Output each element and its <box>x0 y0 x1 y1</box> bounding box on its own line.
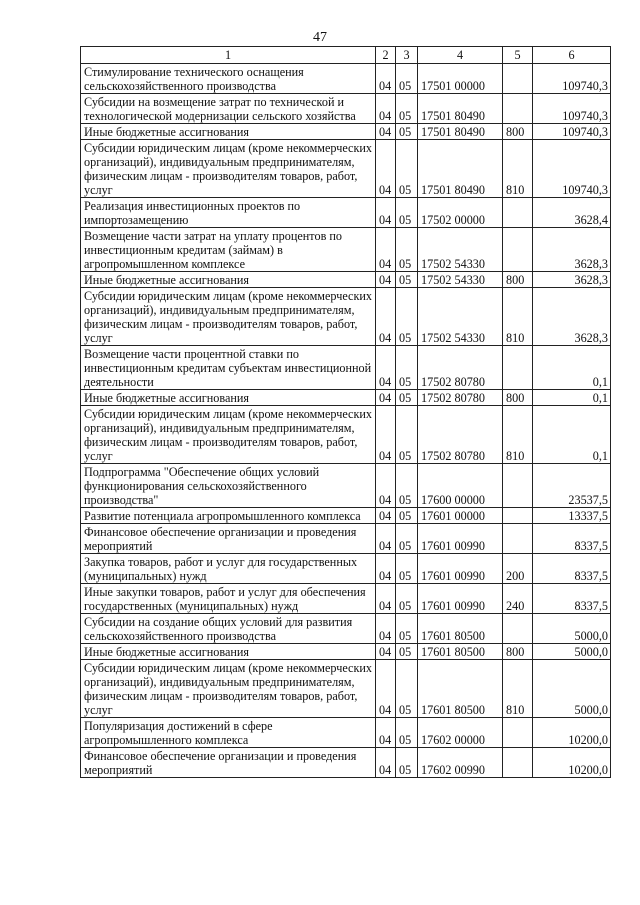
name-cell: Иные закупки товаров, работ и услуг для обеспечения государственных (муниципальных) нужд <box>81 584 376 614</box>
expense-type-code-cell: 800 <box>503 644 533 660</box>
table-row <box>81 464 611 508</box>
budget-table <box>80 46 611 778</box>
table-row <box>81 64 611 94</box>
subsection-code-cell: 05 <box>396 272 418 288</box>
subsection-code-cell: 05 <box>396 614 418 644</box>
amount-cell: 10200,0 <box>533 748 611 778</box>
expense-type-code-cell <box>503 464 533 508</box>
name-cell: Иные бюджетные ассигнования <box>81 272 376 288</box>
subsection-code-cell: 05 <box>396 346 418 390</box>
expense-type-code-cell: 800 <box>503 390 533 406</box>
amount-cell: 8337,5 <box>533 524 611 554</box>
section-code-cell: 04 <box>376 554 396 584</box>
subsection-code-cell: 05 <box>396 748 418 778</box>
subsection-code-cell: 05 <box>396 464 418 508</box>
target-article-code-cell: 17501 80490 <box>418 124 503 140</box>
target-article-code-cell: 17601 00990 <box>418 554 503 584</box>
subsection-code-cell: 05 <box>396 64 418 94</box>
column-header: 1 <box>81 47 376 64</box>
target-article-code-cell: 17600 00000 <box>418 464 503 508</box>
expense-type-code-cell: 810 <box>503 140 533 198</box>
target-article-code-cell: 17502 80780 <box>418 390 503 406</box>
subsection-code-cell: 05 <box>396 584 418 614</box>
expense-type-code-cell: 200 <box>503 554 533 584</box>
amount-cell: 5000,0 <box>533 614 611 644</box>
subsection-code-cell: 05 <box>396 508 418 524</box>
subsection-code-cell: 05 <box>396 288 418 346</box>
table-row <box>81 524 611 554</box>
target-article-code-cell: 17502 00000 <box>418 198 503 228</box>
table-row <box>81 390 611 406</box>
subsection-code-cell: 05 <box>396 660 418 718</box>
section-code-cell: 04 <box>376 584 396 614</box>
target-article-code-cell: 17602 00000 <box>418 718 503 748</box>
section-code-cell: 04 <box>376 346 396 390</box>
name-cell: Иные бюджетные ассигнования <box>81 644 376 660</box>
table-header-row <box>81 47 611 64</box>
expense-type-code-cell <box>503 94 533 124</box>
name-cell: Подпрограмма "Обеспечение общих условий функционирования сельскохозяйственного производства" <box>81 464 376 508</box>
expense-type-code-cell <box>503 228 533 272</box>
column-header: 2 <box>376 47 396 64</box>
table-row <box>81 228 611 272</box>
section-code-cell: 04 <box>376 748 396 778</box>
table-row <box>81 584 611 614</box>
table-row <box>81 272 611 288</box>
amount-cell: 0,1 <box>533 346 611 390</box>
expense-type-code-cell: 810 <box>503 288 533 346</box>
expense-type-code-cell <box>503 718 533 748</box>
expense-type-code-cell <box>503 346 533 390</box>
table-row <box>81 718 611 748</box>
amount-cell: 0,1 <box>533 390 611 406</box>
name-cell: Реализация инвестиционных проектов по импортозамещению <box>81 198 376 228</box>
target-article-code-cell: 17601 80500 <box>418 614 503 644</box>
subsection-code-cell: 05 <box>396 228 418 272</box>
name-cell: Возмещение части затрат на уплату процентов по инвестиционным кредитам (займам) в агропромышленном комплексе <box>81 228 376 272</box>
subsection-code-cell: 05 <box>396 94 418 124</box>
section-code-cell: 04 <box>376 464 396 508</box>
expense-type-code-cell <box>503 614 533 644</box>
expense-type-code-cell <box>503 64 533 94</box>
expense-type-code-cell: 810 <box>503 660 533 718</box>
section-code-cell: 04 <box>376 406 396 464</box>
section-code-cell: 04 <box>376 614 396 644</box>
name-cell: Возмещение части процентной ставки по инвестиционным кредитам субъектам инвестиционной деятельности <box>81 346 376 390</box>
expense-type-code-cell: 240 <box>503 584 533 614</box>
name-cell: Субсидии на создание общих условий для развития сельскохозяйственного производства <box>81 614 376 644</box>
table-row <box>81 406 611 464</box>
amount-cell: 3628,3 <box>533 272 611 288</box>
subsection-code-cell: 05 <box>396 124 418 140</box>
table-row <box>81 644 611 660</box>
table-row <box>81 748 611 778</box>
name-cell: Финансовое обеспечение организации и проведения мероприятий <box>81 748 376 778</box>
section-code-cell: 04 <box>376 64 396 94</box>
name-cell: Субсидии юридическим лицам (кроме некоммерческих организаций), индивидуальным предпринимателям, физическим лицам - производителям товаров, работ, услуг <box>81 140 376 198</box>
section-code-cell: 04 <box>376 390 396 406</box>
expense-type-code-cell: 800 <box>503 124 533 140</box>
column-header: 4 <box>418 47 503 64</box>
table-row <box>81 508 611 524</box>
amount-cell: 8337,5 <box>533 554 611 584</box>
subsection-code-cell: 05 <box>396 406 418 464</box>
column-header: 5 <box>503 47 533 64</box>
section-code-cell: 04 <box>376 288 396 346</box>
amount-cell: 3628,4 <box>533 198 611 228</box>
section-code-cell: 04 <box>376 272 396 288</box>
amount-cell: 8337,5 <box>533 584 611 614</box>
target-article-code-cell: 17502 54330 <box>418 272 503 288</box>
section-code-cell: 04 <box>376 524 396 554</box>
table-row <box>81 554 611 584</box>
table-row <box>81 346 611 390</box>
target-article-code-cell: 17501 80490 <box>418 140 503 198</box>
section-code-cell: 04 <box>376 198 396 228</box>
expense-type-code-cell <box>503 748 533 778</box>
subsection-code-cell: 05 <box>396 390 418 406</box>
amount-cell: 3628,3 <box>533 288 611 346</box>
amount-cell: 5000,0 <box>533 644 611 660</box>
column-header: 3 <box>396 47 418 64</box>
subsection-code-cell: 05 <box>396 644 418 660</box>
amount-cell: 5000,0 <box>533 660 611 718</box>
name-cell: Иные бюджетные ассигнования <box>81 390 376 406</box>
expense-type-code-cell <box>503 198 533 228</box>
subsection-code-cell: 05 <box>396 198 418 228</box>
amount-cell: 10200,0 <box>533 718 611 748</box>
section-code-cell: 04 <box>376 508 396 524</box>
name-cell: Финансовое обеспечение организации и проведения мероприятий <box>81 524 376 554</box>
section-code-cell: 04 <box>376 94 396 124</box>
name-cell: Популяризация достижений в сфере агропромышленного комплекса <box>81 718 376 748</box>
target-article-code-cell: 17601 00990 <box>418 524 503 554</box>
table-row <box>81 288 611 346</box>
target-article-code-cell: 17601 00990 <box>418 584 503 614</box>
name-cell: Развитие потенциала агропромышленного комплекса <box>81 508 376 524</box>
amount-cell: 109740,3 <box>533 124 611 140</box>
table-row <box>81 660 611 718</box>
name-cell: Закупка товаров, работ и услуг для государственных (муниципальных) нужд <box>81 554 376 584</box>
amount-cell: 0,1 <box>533 406 611 464</box>
name-cell: Иные бюджетные ассигнования <box>81 124 376 140</box>
name-cell: Субсидии на возмещение затрат по технической и технологической модернизации сельского хозяйства <box>81 94 376 124</box>
amount-cell: 109740,3 <box>533 94 611 124</box>
subsection-code-cell: 05 <box>396 718 418 748</box>
page-number: 47 <box>313 30 327 45</box>
section-code-cell: 04 <box>376 228 396 272</box>
name-cell: Субсидии юридическим лицам (кроме некоммерческих организаций), индивидуальным предпринимателям, физическим лицам - производителям товаров, работ, услуг <box>81 406 376 464</box>
section-code-cell: 04 <box>376 660 396 718</box>
section-code-cell: 04 <box>376 718 396 748</box>
table-row <box>81 614 611 644</box>
target-article-code-cell: 17502 80780 <box>418 346 503 390</box>
section-code-cell: 04 <box>376 140 396 198</box>
name-cell: Субсидии юридическим лицам (кроме некоммерческих организаций), индивидуальным предпринимателям, физическим лицам - производителям товаров, работ, услуг <box>81 660 376 718</box>
expense-type-code-cell <box>503 508 533 524</box>
subsection-code-cell: 05 <box>396 140 418 198</box>
section-code-cell: 04 <box>376 124 396 140</box>
section-code-cell: 04 <box>376 644 396 660</box>
expense-type-code-cell: 810 <box>503 406 533 464</box>
amount-cell: 109740,3 <box>533 64 611 94</box>
target-article-code-cell: 17502 54330 <box>418 228 503 272</box>
column-header: 6 <box>533 47 611 64</box>
amount-cell: 23537,5 <box>533 464 611 508</box>
target-article-code-cell: 17501 00000 <box>418 64 503 94</box>
table-row <box>81 124 611 140</box>
table-row <box>81 94 611 124</box>
target-article-code-cell: 17502 80780 <box>418 406 503 464</box>
table-row <box>81 198 611 228</box>
target-article-code-cell: 17601 80500 <box>418 644 503 660</box>
name-cell: Субсидии юридическим лицам (кроме некоммерческих организаций), индивидуальным предпринимателям, физическим лицам - производителям товаров, работ, услуг <box>81 288 376 346</box>
subsection-code-cell: 05 <box>396 524 418 554</box>
target-article-code-cell: 17501 80490 <box>418 94 503 124</box>
name-cell: Стимулирование технического оснащения сельскохозяйственного производства <box>81 64 376 94</box>
expense-type-code-cell <box>503 524 533 554</box>
target-article-code-cell: 17601 00000 <box>418 508 503 524</box>
target-article-code-cell: 17602 00990 <box>418 748 503 778</box>
amount-cell: 109740,3 <box>533 140 611 198</box>
subsection-code-cell: 05 <box>396 554 418 584</box>
amount-cell: 13337,5 <box>533 508 611 524</box>
target-article-code-cell: 17601 80500 <box>418 660 503 718</box>
table-row <box>81 140 611 198</box>
expense-type-code-cell: 800 <box>503 272 533 288</box>
amount-cell: 3628,3 <box>533 228 611 272</box>
target-article-code-cell: 17502 54330 <box>418 288 503 346</box>
